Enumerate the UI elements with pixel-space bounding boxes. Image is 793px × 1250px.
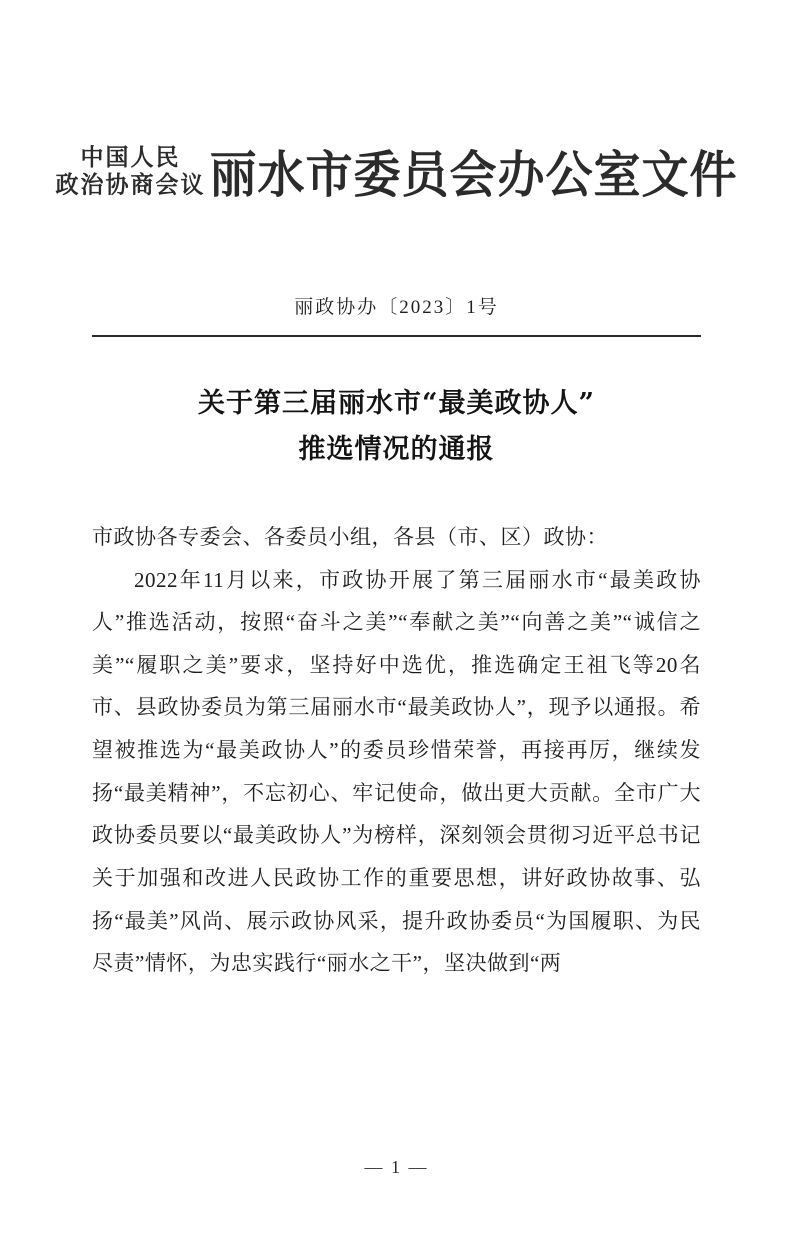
page-number: — 1 — (364, 1157, 429, 1177)
masthead-title: 丽水市委员会办公室文件 (209, 146, 738, 205)
masthead (55, 128, 738, 214)
document-number-block (92, 292, 701, 319)
header-divider (92, 335, 701, 337)
masthead-issuer (56, 143, 210, 198)
body-paragraph-1: 2022年11月以来，市政协开展了第三届丽水市“最美政协人”推选活动，按照“奋斗之美”“奉献之美”“向善之美”“诚信之美”“履职之美”要求，坚持好中选优，推选确定王祖飞等20名市、县政协委员为第三届丽水市“最美政协人”，现予以通报。希望被推选为“最美政协人”的委员珍惜荣誉，再接再厉，继续发扬“最美精神”，不忘初心、牢记使命，做出更大贡献。全市广大政协委员要以“最美政协人”为榜样，深刻领会贯彻习近平总书记关于加强和改进人民政协工作的重要思想，讲好政协故事、弘扬“最美”风尚、展示政协风采，提升政协委员“为国履职、为民尽责”情怀，为忠实践行“丽水之干”，坚决做到“两 (92, 567, 701, 976)
document-number: 丽政协办〔2023〕1号 (294, 297, 499, 318)
page-title-line1: 关于第三届丽水市“最美政协人” (197, 388, 596, 419)
document-page (0, 128, 793, 1250)
salutation: 市政协各专委会、各委员小组，各县（市、区）政协： (92, 524, 608, 549)
page-title-line2: 推选情况的通报 (298, 434, 495, 466)
masthead-issuer-line1: 中国人民 (80, 143, 181, 171)
page-title (92, 381, 701, 474)
document-body (92, 516, 701, 985)
masthead-issuer-line2: 政治协商会议 (55, 171, 206, 199)
